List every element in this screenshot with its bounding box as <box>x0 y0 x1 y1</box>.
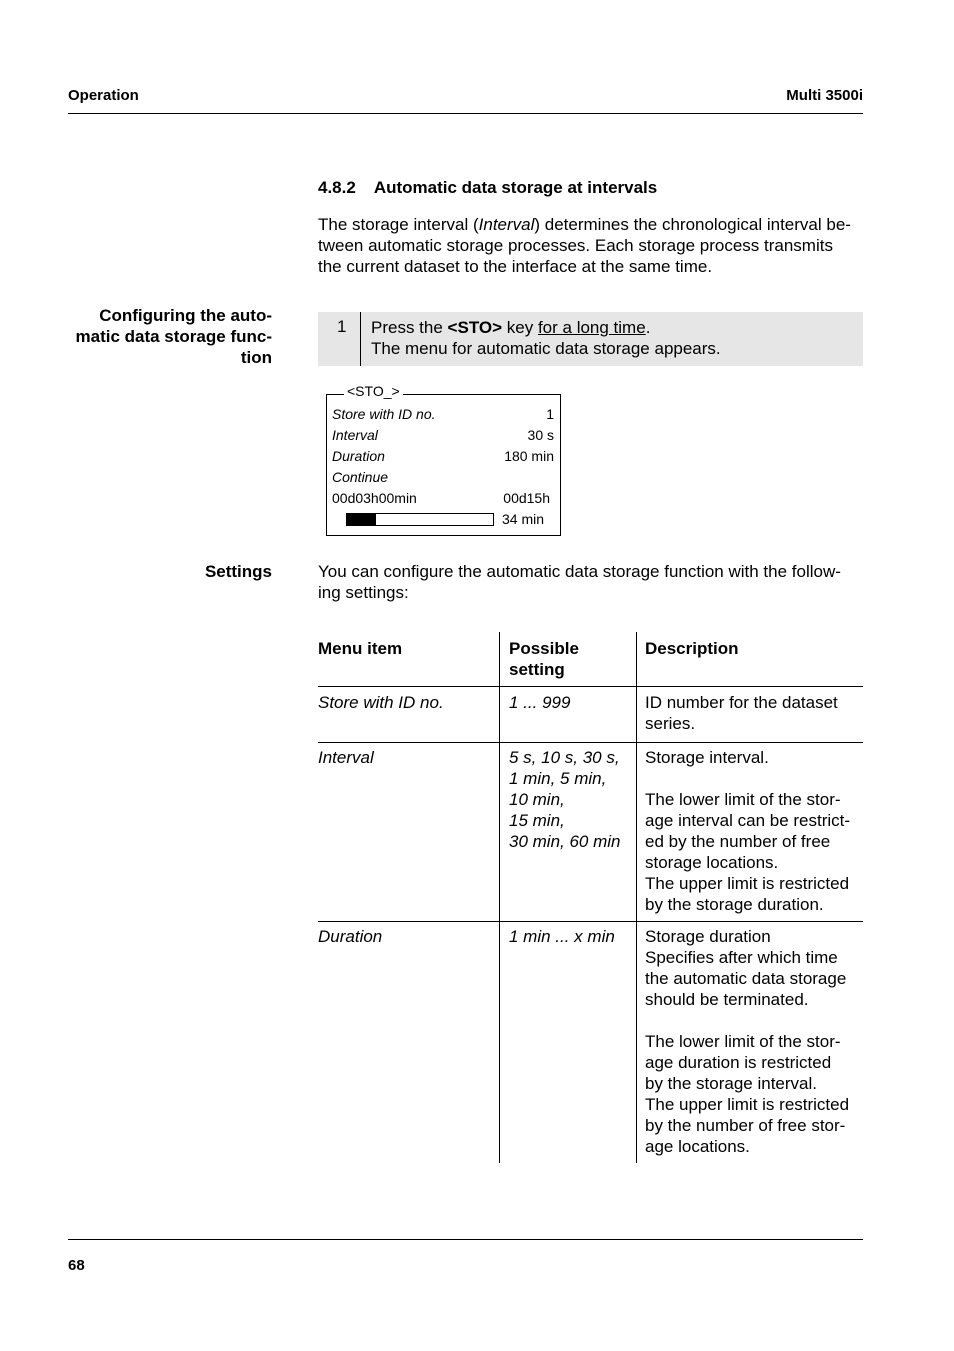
table-col-divider <box>499 632 500 1163</box>
cell-line: series. <box>645 714 696 733</box>
settings-line: You can configure the automatic data storage function with the follow- <box>318 562 841 581</box>
intro-line: tween automatic storage processes. Each storage process transmits <box>318 236 833 255</box>
section-number: 4.8.2 <box>318 178 356 197</box>
settings-line: ing settings: <box>318 583 409 602</box>
cell-line: age locations. <box>645 1137 750 1156</box>
cell-line: Storage interval. <box>645 748 769 767</box>
table-cell-item: Interval <box>318 748 374 767</box>
step-line2: The menu for automatic data storage appears. <box>371 339 721 358</box>
display-label: Store with ID no. <box>332 406 436 422</box>
cell-line: the automatic data storage <box>645 969 847 988</box>
cell-line: age interval can be restrict- <box>645 811 851 830</box>
display-value: 180 min <box>504 448 554 464</box>
step-underlined: for a long time <box>537 318 646 337</box>
table-cell-item: Store with ID no. <box>318 693 444 712</box>
cell-line: 30 min, 60 min <box>509 832 621 851</box>
cell-line: The upper limit is restricted <box>645 874 850 893</box>
section-title: Automatic data storage at intervals <box>373 178 658 197</box>
step-key: <STO> <box>447 318 503 337</box>
table-header-possible-setting <box>509 638 579 680</box>
progress-label: 34 min <box>502 511 545 527</box>
display-label: Continue <box>332 469 389 485</box>
table-header-line: Possible <box>509 639 579 658</box>
cell-line: should be terminated. <box>645 990 809 1009</box>
intro-line: the current dataset to the interface at the same time. <box>318 257 713 276</box>
intro-text-post: ) determines the chronological interval be- <box>534 215 851 234</box>
table-header-menu-item: Menu item <box>318 639 403 658</box>
cell-line: Specifies after which time <box>645 948 838 967</box>
cell-line: 15 min, <box>509 811 565 830</box>
display-value: 30 s <box>527 427 554 443</box>
table-cell-description <box>645 926 849 1157</box>
page-number: 68 <box>68 1257 85 1274</box>
cell-line: Storage duration <box>645 927 771 946</box>
step-text-end: . <box>645 318 651 337</box>
step-text-mid: key <box>502 318 538 337</box>
table-cell-setting <box>509 926 615 947</box>
cell-line: ed by the number of free <box>645 832 831 851</box>
cell-line: 1 ... 999 <box>509 693 571 712</box>
display-title: <STO_> <box>344 383 403 399</box>
display-label: Interval <box>332 427 378 443</box>
cell-line: 1 min ... x min <box>509 927 615 946</box>
cell-line: storage locations. <box>645 853 779 872</box>
table-cell-item: Duration <box>318 927 383 946</box>
table-row-divider <box>318 921 863 922</box>
table-row-divider <box>318 686 863 687</box>
table-cell-description <box>645 692 838 734</box>
table-cell-setting <box>509 692 570 713</box>
table-row-divider <box>318 742 863 743</box>
cell-line: age duration is restricted <box>645 1053 832 1072</box>
cell-spacer <box>645 768 850 789</box>
cell-line: 10 min, <box>509 790 565 809</box>
cell-spacer <box>645 1010 849 1031</box>
cell-line: by the storage duration. <box>645 895 824 914</box>
table-header-line: setting <box>509 660 565 679</box>
intro-text-pre: The storage interval ( <box>318 215 479 234</box>
cell-line: The upper limit is restricted <box>645 1095 850 1114</box>
cell-line: The lower limit of the stor- <box>645 1032 841 1051</box>
side-heading-settings: Settings <box>204 562 272 581</box>
cell-line: 5 s, 10 s, 30 s, <box>509 748 620 767</box>
cell-line: 1 min, 5 min, <box>509 769 607 788</box>
step-number: 1 <box>337 317 347 336</box>
intro-term: Interval <box>478 215 535 234</box>
table-cell-setting <box>509 747 621 852</box>
table-cell-description <box>645 747 850 915</box>
display-remaining: 00d15h <box>503 490 550 506</box>
table-header-description: Description <box>645 639 739 658</box>
header-right: Multi 3500i <box>786 87 863 104</box>
side-heading-line: Configuring the auto- <box>99 306 272 325</box>
step-text-pre: Press the <box>371 318 448 337</box>
side-heading-line: tion <box>240 348 272 367</box>
display-value: 1 <box>546 406 554 422</box>
table-col-divider <box>636 632 637 1163</box>
cell-line: by the number of free stor- <box>645 1116 846 1135</box>
header-left: Operation <box>68 87 139 104</box>
cell-line: ID number for the dataset <box>645 693 838 712</box>
side-heading-line: matic data storage func- <box>75 327 272 346</box>
display-elapsed: 00d03h00min <box>332 490 417 506</box>
cell-line: The lower limit of the stor- <box>645 790 841 809</box>
cell-line: by the storage interval. <box>645 1074 817 1093</box>
display-label: Duration <box>332 448 385 464</box>
footer-rule <box>68 1239 863 1240</box>
